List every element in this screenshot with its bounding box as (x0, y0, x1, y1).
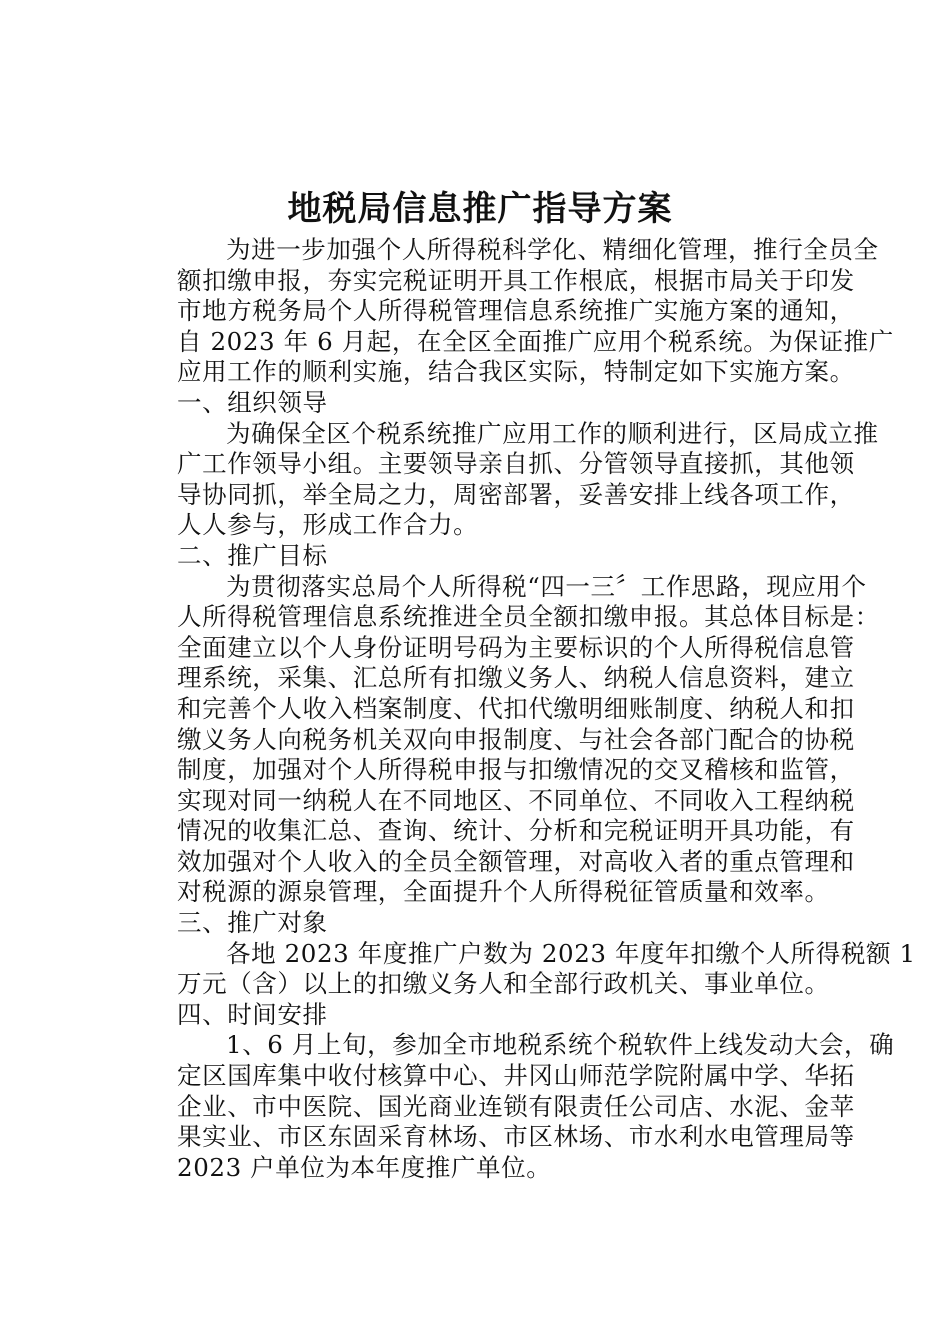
text-line: 和完善个人收入档案制度、代扣代缴明细账制度、纳税人和扣 (177, 693, 855, 723)
text-line: 2023 户单位为本年度推广单位。 (177, 1152, 552, 1182)
section-paragraph-targets (128, 938, 916, 1000)
text-line: 为确保全区个税系统推广应用工作的顺利进行，区局成立推 (226, 418, 879, 448)
text-line: 定区国库集中收付核算中心、井冈山师范学院附属中学、华拓 (177, 1061, 855, 1091)
text-line: 1、6 月上旬，参加全市地税系统个税软件上线发动大会，确 (226, 1030, 895, 1060)
section-heading-schedule: 四、时间安排 (177, 999, 328, 1029)
text-line: 万元（含）以上的扣缴义务人和全部行政机关、事业单位。 (177, 969, 830, 999)
text-line: 缴义务人向税务机关双向申报制度、与社会各部门配合的协税 (177, 724, 855, 754)
text-line: 实现对同一纳税人在不同地区、不同单位、不同收入工程纳税 (177, 785, 855, 815)
section-paragraph-schedule (128, 1030, 895, 1183)
text-line: 人人参与，形成工作合力。 (177, 510, 479, 540)
text-line: 对税源的源泉管理，全面提升个人所得税征管质量和效率。 (177, 877, 830, 907)
text-line: 各地 2023 年度推广户数为 2023 年度年扣缴个人所得税额 1 (226, 938, 916, 968)
text-line: 企业、市中医院、国光商业连锁有限责任公司店、水泥、金苹 (177, 1091, 855, 1121)
section-paragraph-organization (128, 418, 879, 541)
text-line: 果实业、市区东固采育林场、市区林场、市水利水电管理局等 (177, 1122, 855, 1152)
text-line: 情况的收集汇总、查询、统计、分析和完税证明开具功能，有 (177, 816, 855, 846)
text-line: 全面建立以个人身份证明号码为主要标识的个人所得税信息管 (177, 632, 855, 662)
text-line: 制度，加强对个人所得税申报与扣缴情况的交叉稽核和监管， (177, 755, 855, 785)
section-paragraph-goals (128, 571, 880, 909)
text-line: 为贯彻落实总局个人所得税“四一三〞工作思路，现应用个 (226, 571, 867, 601)
text-line: 为进一步加强个人所得税科学化、精细化管理，推行全员全 (226, 235, 879, 264)
text-line: 市地方税务局个人所得税管理信息系统推广实施方案的通知， (177, 296, 855, 326)
document-page (128, 183, 916, 1183)
text-line: 自 2023 年 6 月起，在全区全面推广应用个税系统。为保证推广 (177, 326, 894, 356)
text-line: 理系统，采集、汇总所有扣缴义务人、纳税人信息资料，建立 (177, 663, 855, 693)
section-heading-goals: 二、推广目标 (177, 540, 328, 570)
text-line: 应用工作的顺利实施，结合我区实际，特制定如下实施方案。 (177, 357, 855, 387)
section-heading-organization: 一、组织领导 (177, 387, 328, 417)
text-line: 效加强对个人收入的全员全额管理，对高收入者的重点管理和 (177, 846, 855, 876)
document-title: 地税局信息推广指导方案 (287, 189, 673, 229)
intro-paragraph (128, 235, 894, 388)
text-line: 导协同抓，举全局之力，周密部署，妥善安排上线各项工作， (177, 479, 855, 509)
text-line: 人所得税管理信息系统推进全员全额扣缴申报。其总体目标是： (177, 602, 880, 632)
text-line: 额扣缴申报，夯实完税证明开具工作根底，根据市局关于印发 (177, 265, 855, 295)
text-line: 广工作领导小组。主要领导亲自抓、分管领导直接抓，其他领 (177, 449, 855, 479)
section-heading-targets: 三、推广对象 (177, 908, 328, 938)
